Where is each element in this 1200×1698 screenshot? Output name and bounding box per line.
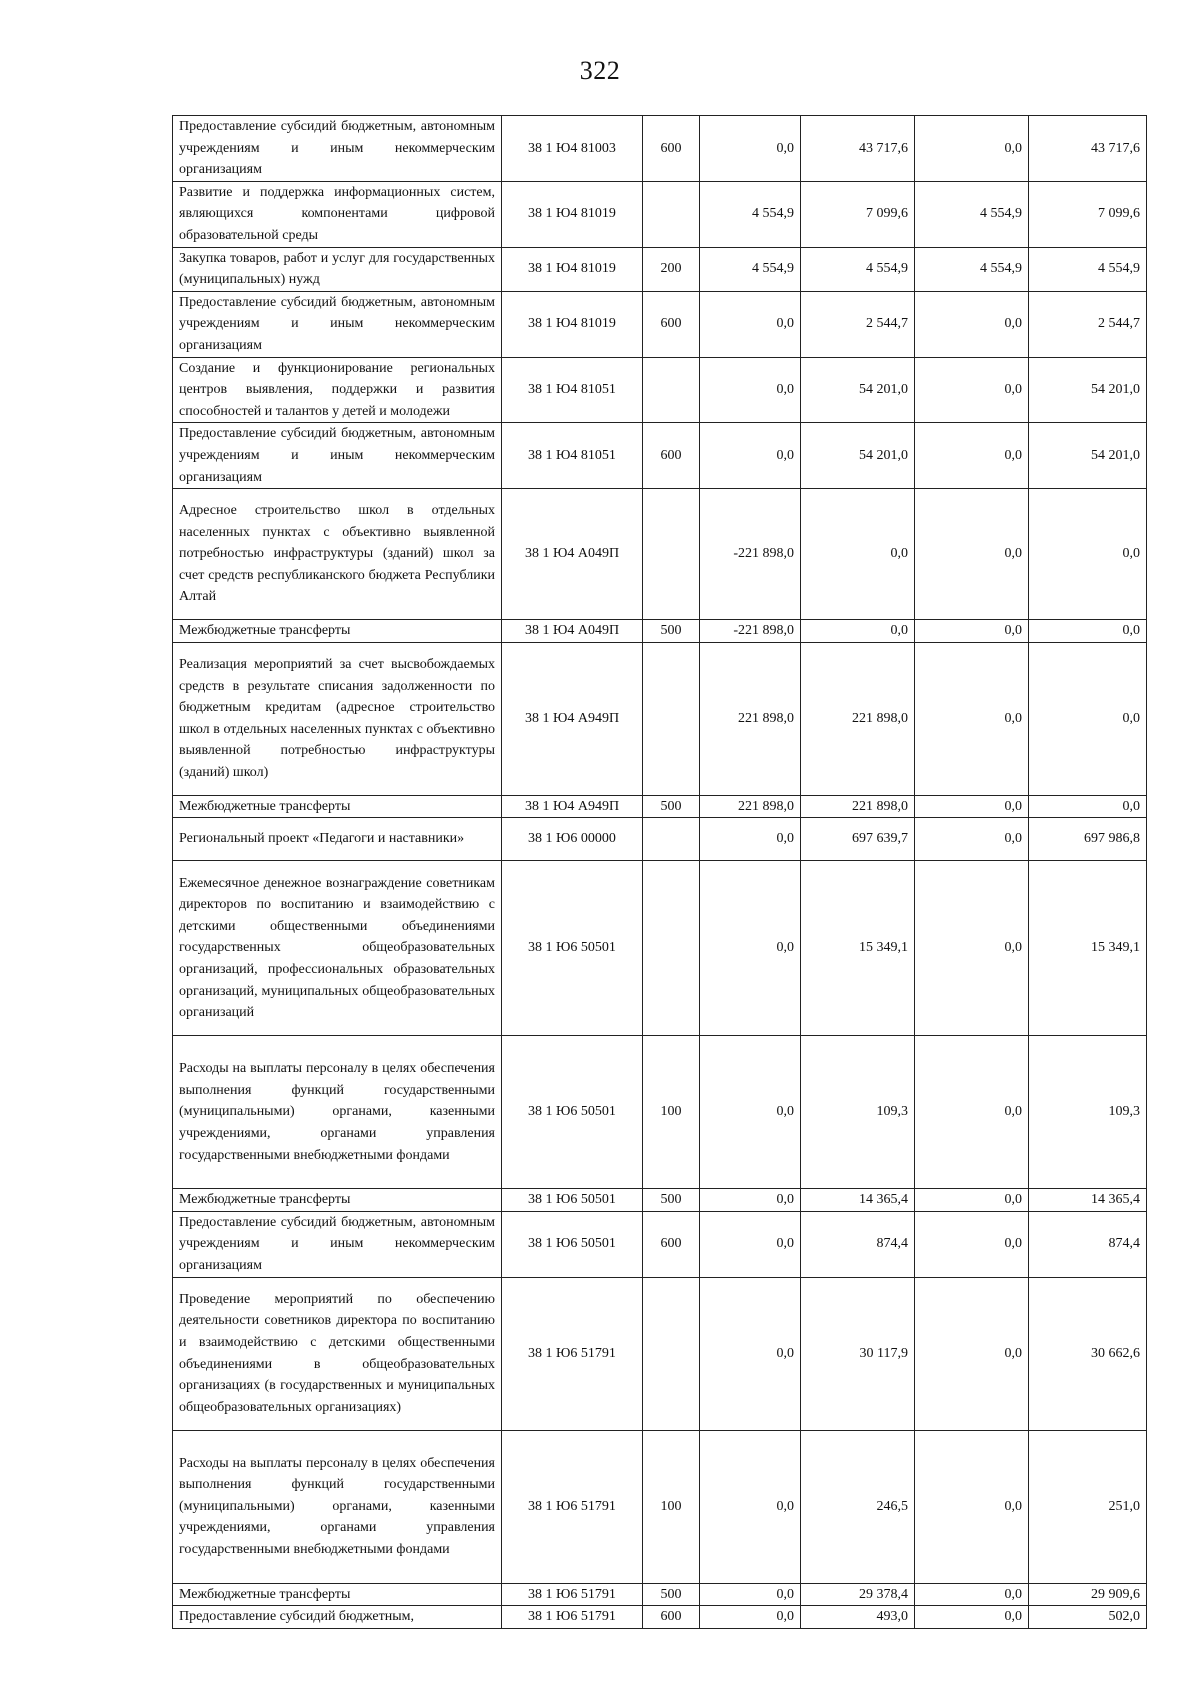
row-value-2-cell: 14 365,4 <box>801 1189 915 1212</box>
row-value-3-cell: 0,0 <box>915 357 1029 423</box>
row-name-cell: Предоставление субсидий бюджетным, автономным учреждениям и иным некоммерческим организациям <box>173 1211 502 1277</box>
row-name-cell: Адресное строительство школ в отдельных населенных пунктах с объективно выявленной потребностью инфраструктуры (зданий) школ за счет средств республиканского бюджета Республики Алтай <box>173 489 502 620</box>
row-code-cell: 38 1 Ю4 А949П <box>502 642 643 795</box>
row-expense-type-cell <box>643 489 700 620</box>
row-expense-type-cell <box>643 861 700 1036</box>
row-value-3-cell: 0,0 <box>915 116 1029 182</box>
row-value-3-cell: 4 554,9 <box>915 247 1029 291</box>
row-code-cell: 38 1 Ю6 50501 <box>502 1189 643 1212</box>
row-code-cell: 38 1 Ю4 А949П <box>502 795 643 818</box>
row-value-2-cell: 0,0 <box>801 620 915 643</box>
row-value-1-cell: 0,0 <box>700 818 801 861</box>
row-value-2-cell: 874,4 <box>801 1211 915 1277</box>
row-value-3-cell: 4 554,9 <box>915 181 1029 247</box>
row-value-3-cell: 0,0 <box>915 423 1029 489</box>
row-value-3-cell: 0,0 <box>915 620 1029 643</box>
row-expense-type-cell <box>643 818 700 861</box>
row-value-3-cell: 0,0 <box>915 1430 1029 1583</box>
row-name-cell: Предоставление субсидий бюджетным, автономным учреждениям и иным некоммерческим организациям <box>173 291 502 357</box>
row-value-2-cell: 109,3 <box>801 1036 915 1189</box>
row-value-4-cell: 7 099,6 <box>1029 181 1147 247</box>
row-value-1-cell: 0,0 <box>700 1430 801 1583</box>
row-value-4-cell: 43 717,6 <box>1029 116 1147 182</box>
row-value-4-cell: 14 365,4 <box>1029 1189 1147 1212</box>
row-name-cell: Региональный проект «Педагоги и наставники» <box>173 818 502 861</box>
row-expense-type-cell: 100 <box>643 1036 700 1189</box>
table-row <box>173 116 1147 182</box>
row-value-1-cell: 0,0 <box>700 1277 801 1430</box>
row-value-1-cell: -221 898,0 <box>700 620 801 643</box>
row-code-cell: 38 1 Ю6 00000 <box>502 818 643 861</box>
row-code-cell: 38 1 Ю6 50501 <box>502 861 643 1036</box>
row-name-cell: Закупка товаров, работ и услуг для государственных (муниципальных) нужд <box>173 247 502 291</box>
row-value-1-cell: 0,0 <box>700 1606 801 1629</box>
row-expense-type-cell <box>643 1277 700 1430</box>
table-row <box>173 1036 1147 1189</box>
row-value-1-cell: 0,0 <box>700 1583 801 1606</box>
row-expense-type-cell: 600 <box>643 1211 700 1277</box>
row-value-3-cell: 0,0 <box>915 1583 1029 1606</box>
row-value-2-cell: 221 898,0 <box>801 795 915 818</box>
row-name-cell: Ежемесячное денежное вознаграждение советникам директоров по воспитанию и взаимодействию с детскими общественными объединениями государственных общеобразовательных организаций, профессиональных образовательных организаций, муниципальных общеобразовательных организаций <box>173 861 502 1036</box>
table-row <box>173 291 1147 357</box>
row-value-2-cell: 246,5 <box>801 1430 915 1583</box>
page-number: 322 <box>579 56 621 85</box>
table-row <box>173 247 1147 291</box>
table-row <box>173 642 1147 795</box>
row-value-4-cell: 502,0 <box>1029 1606 1147 1629</box>
row-code-cell: 38 1 Ю4 81019 <box>502 181 643 247</box>
row-value-1-cell: 221 898,0 <box>700 642 801 795</box>
row-code-cell: 38 1 Ю6 51791 <box>502 1583 643 1606</box>
table-row <box>173 489 1147 620</box>
row-value-1-cell: 0,0 <box>700 1211 801 1277</box>
row-value-2-cell: 697 639,7 <box>801 818 915 861</box>
row-code-cell: 38 1 Ю4 А049П <box>502 620 643 643</box>
row-value-4-cell: 54 201,0 <box>1029 357 1147 423</box>
row-value-4-cell: 15 349,1 <box>1029 861 1147 1036</box>
row-value-3-cell: 0,0 <box>915 795 1029 818</box>
table-row <box>173 818 1147 861</box>
row-expense-type-cell <box>643 642 700 795</box>
row-expense-type-cell: 500 <box>643 795 700 818</box>
row-value-2-cell: 4 554,9 <box>801 247 915 291</box>
row-value-4-cell: 109,3 <box>1029 1036 1147 1189</box>
row-expense-type-cell: 600 <box>643 116 700 182</box>
row-code-cell: 38 1 Ю4 81019 <box>502 247 643 291</box>
table-row <box>173 795 1147 818</box>
row-value-2-cell: 54 201,0 <box>801 357 915 423</box>
table-row <box>173 423 1147 489</box>
row-value-1-cell: 0,0 <box>700 1189 801 1212</box>
budget-table <box>172 115 1147 1629</box>
row-value-1-cell: 221 898,0 <box>700 795 801 818</box>
row-value-2-cell: 2 544,7 <box>801 291 915 357</box>
row-value-1-cell: 0,0 <box>700 116 801 182</box>
row-name-cell: Реализация мероприятий за счет высвобождаемых средств в результате списания задолженности по бюджетным кредитам (адресное строительство школ в отдельных населенных пунктах с объективно выявленной потребностью инфраструктуры (зданий) школ) <box>173 642 502 795</box>
table-row <box>173 861 1147 1036</box>
row-name-cell: Расходы на выплаты персоналу в целях обеспечения выполнения функций государственными (муниципальными) органами, казенными учреждениями, органами управления государственными внебюджетными фондами <box>173 1430 502 1583</box>
row-value-4-cell: 4 554,9 <box>1029 247 1147 291</box>
row-code-cell: 38 1 Ю4 А049П <box>502 489 643 620</box>
row-value-1-cell: 0,0 <box>700 291 801 357</box>
row-name-cell: Проведение мероприятий по обеспечению деятельности советников директора по воспитанию и взаимодействию с детскими общественными объединениями в общеобразовательных организациях (в государственных и муниципальных общеобразовательных организациях) <box>173 1277 502 1430</box>
row-value-4-cell: 30 662,6 <box>1029 1277 1147 1430</box>
row-expense-type-cell: 600 <box>643 1606 700 1629</box>
row-expense-type-cell: 500 <box>643 620 700 643</box>
row-value-3-cell: 0,0 <box>915 1277 1029 1430</box>
table-row <box>173 620 1147 643</box>
row-value-1-cell: 0,0 <box>700 357 801 423</box>
row-value-4-cell: 874,4 <box>1029 1211 1147 1277</box>
row-name-cell: Предоставление субсидий бюджетным, автономным учреждениям и иным некоммерческим организациям <box>173 116 502 182</box>
row-value-4-cell: 54 201,0 <box>1029 423 1147 489</box>
row-value-4-cell: 0,0 <box>1029 795 1147 818</box>
table-row <box>173 357 1147 423</box>
row-expense-type-cell: 600 <box>643 291 700 357</box>
row-name-cell: Межбюджетные трансферты <box>173 795 502 818</box>
row-value-1-cell: 4 554,9 <box>700 247 801 291</box>
row-code-cell: 38 1 Ю6 51791 <box>502 1606 643 1629</box>
row-code-cell: 38 1 Ю6 51791 <box>502 1430 643 1583</box>
row-value-3-cell: 0,0 <box>915 1036 1029 1189</box>
row-value-2-cell: 29 378,4 <box>801 1583 915 1606</box>
row-value-3-cell: 0,0 <box>915 291 1029 357</box>
row-code-cell: 38 1 Ю6 50501 <box>502 1211 643 1277</box>
row-value-3-cell: 0,0 <box>915 1211 1029 1277</box>
row-value-4-cell: 0,0 <box>1029 489 1147 620</box>
row-code-cell: 38 1 Ю6 50501 <box>502 1036 643 1189</box>
row-expense-type-cell: 200 <box>643 247 700 291</box>
row-expense-type-cell <box>643 357 700 423</box>
row-expense-type-cell <box>643 181 700 247</box>
table-row <box>173 181 1147 247</box>
row-value-1-cell: -221 898,0 <box>700 489 801 620</box>
row-value-2-cell: 7 099,6 <box>801 181 915 247</box>
row-name-cell: Предоставление субсидий бюджетным, <box>173 1606 502 1629</box>
row-code-cell: 38 1 Ю6 51791 <box>502 1277 643 1430</box>
row-value-4-cell: 2 544,7 <box>1029 291 1147 357</box>
row-value-2-cell: 0,0 <box>801 489 915 620</box>
row-code-cell: 38 1 Ю4 81003 <box>502 116 643 182</box>
row-value-4-cell: 0,0 <box>1029 642 1147 795</box>
row-value-1-cell: 4 554,9 <box>700 181 801 247</box>
table-row <box>173 1430 1147 1583</box>
row-value-4-cell: 29 909,6 <box>1029 1583 1147 1606</box>
row-value-3-cell: 0,0 <box>915 861 1029 1036</box>
row-value-4-cell: 697 986,8 <box>1029 818 1147 861</box>
row-value-2-cell: 15 349,1 <box>801 861 915 1036</box>
row-name-cell: Развитие и поддержка информационных систем, являющихся компонентами цифровой образовательной среды <box>173 181 502 247</box>
row-value-3-cell: 0,0 <box>915 1189 1029 1212</box>
row-value-2-cell: 493,0 <box>801 1606 915 1629</box>
table-row <box>173 1606 1147 1629</box>
row-value-1-cell: 0,0 <box>700 1036 801 1189</box>
row-expense-type-cell: 600 <box>643 423 700 489</box>
table-row <box>173 1277 1147 1430</box>
row-value-1-cell: 0,0 <box>700 423 801 489</box>
row-value-3-cell: 0,0 <box>915 642 1029 795</box>
row-value-3-cell: 0,0 <box>915 818 1029 861</box>
row-value-2-cell: 30 117,9 <box>801 1277 915 1430</box>
row-name-cell: Расходы на выплаты персоналу в целях обеспечения выполнения функций государственными (муниципальными) органами, казенными учреждениями, органами управления государственными внебюджетными фондами <box>173 1036 502 1189</box>
row-name-cell: Создание и функционирование региональных центров выявления, поддержки и развития способностей и талантов у детей и молодежи <box>173 357 502 423</box>
row-value-2-cell: 54 201,0 <box>801 423 915 489</box>
row-value-4-cell: 251,0 <box>1029 1430 1147 1583</box>
row-value-2-cell: 221 898,0 <box>801 642 915 795</box>
table-row <box>173 1583 1147 1606</box>
row-value-4-cell: 0,0 <box>1029 620 1147 643</box>
row-value-2-cell: 43 717,6 <box>801 116 915 182</box>
row-expense-type-cell: 500 <box>643 1189 700 1212</box>
table-row <box>173 1189 1147 1212</box>
row-name-cell: Межбюджетные трансферты <box>173 1189 502 1212</box>
row-code-cell: 38 1 Ю4 81019 <box>502 291 643 357</box>
row-name-cell: Межбюджетные трансферты <box>173 620 502 643</box>
row-name-cell: Предоставление субсидий бюджетным, автономным учреждениям и иным некоммерческим организациям <box>173 423 502 489</box>
row-value-1-cell: 0,0 <box>700 861 801 1036</box>
row-value-3-cell: 0,0 <box>915 489 1029 620</box>
row-code-cell: 38 1 Ю4 81051 <box>502 357 643 423</box>
table-row <box>173 1211 1147 1277</box>
row-value-3-cell: 0,0 <box>915 1606 1029 1629</box>
row-expense-type-cell: 500 <box>643 1583 700 1606</box>
row-name-cell: Межбюджетные трансферты <box>173 1583 502 1606</box>
row-expense-type-cell: 100 <box>643 1430 700 1583</box>
row-code-cell: 38 1 Ю4 81051 <box>502 423 643 489</box>
